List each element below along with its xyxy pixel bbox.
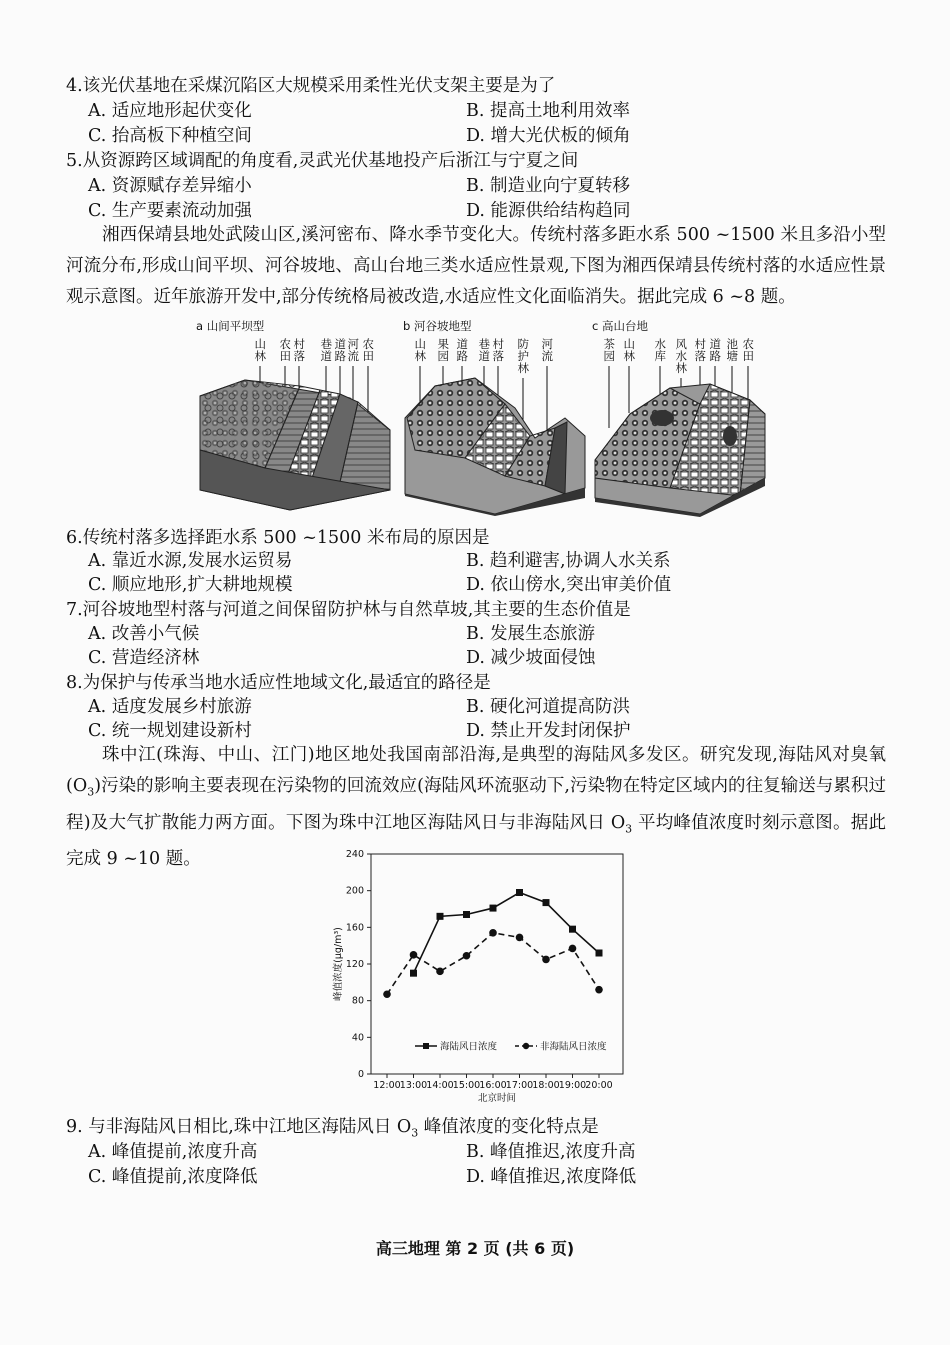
panel-c-label-2: 水 [654,337,666,351]
q9-option-c: C. 峰值提前,浓度降低 [88,1167,258,1187]
panel-c-label-3: 水 [675,349,687,363]
q7-option-b: B. 发展生态旅游 [466,624,595,644]
panel-b-label-5: 护 [517,349,529,363]
x-tick-label: 15:00 [452,1080,481,1091]
q6-option-c: C. 顺应地形,扩大耕地规模 [88,575,293,595]
q6-option-d: D. 依山傍水,突出审美价值 [466,575,672,595]
data-point-circle [595,986,603,994]
subscript-3: 3 [625,822,633,835]
legend-marker [523,1043,529,1049]
panel-c-label-3: 林 [675,361,687,375]
x-tick-label: 14:00 [426,1080,454,1091]
data-point-square [596,950,603,957]
x-tick-label: 19:00 [558,1080,587,1091]
series-line-0 [414,893,600,974]
panel-c-label-3: 风 [675,337,687,351]
y-tick-label: 80 [351,995,364,1007]
panel-a-label-4: 道 [334,337,346,351]
panel-c-label-0: 茶 [603,337,615,351]
q4-option-a: A. 适应地形起伏变化 [88,101,252,121]
panel-b-label-6: 流 [541,349,553,363]
panel-a [196,319,390,510]
page-footer: 高三地理 第 2 页 (共 6 页) [375,1239,575,1258]
q9-option-d: D. 峰值推迟,浓度降低 [466,1167,637,1187]
data-point-circle [383,990,391,998]
panel-b [403,319,585,516]
subscript-3: 3 [87,785,95,799]
panel-c-label-6: 池 [726,337,738,351]
x-tick-label: 13:00 [399,1080,428,1091]
panel-c-title: c 高山台地 [592,319,648,333]
data-point-square [516,889,523,896]
q7-option-a: A. 改善小气候 [88,624,200,644]
panel-a-label-3: 道 [320,349,332,363]
panel-a-label-0: 山 [254,337,266,351]
panel-c-label-4: 落 [694,349,706,363]
panel-a-title: a 山间平坝型 [196,319,265,333]
panel-b-label-3: 道 [478,349,490,363]
data-point-circle [410,951,418,959]
q6-option-b: B. 趋利避害,协调人水关系 [466,551,671,571]
panel-b-title: b 河谷坡地型 [403,319,472,333]
x-tick-label: 16:00 [479,1080,507,1091]
data-point-square [410,970,417,977]
panel-a-label-2: 落 [293,349,305,363]
panel-c-label-0: 园 [603,349,615,363]
y-axis-label: 峰值浓度(μg/m³) [333,927,344,1001]
data-point-circle [436,968,444,976]
ozone-line-chart [325,846,635,1106]
panel-c-label-2: 库 [654,349,666,363]
q6-option-a: A. 靠近水源,发展水运贸易 [88,551,293,571]
q5-option-b: B. 制造业向宁夏转移 [466,176,630,196]
q7-option-d: D. 减少坡面侵蚀 [466,648,596,668]
panel-a-label-6: 农 [362,337,374,351]
q6-stem: 6.传统村落多选择距水系 500 ~1500 米布局的原因是 [66,528,490,548]
panel-a-label-0: 林 [254,349,266,363]
panel-a-label-4: 路 [334,349,346,363]
panel-b-label-1: 果 [437,337,449,351]
q9-stem-part1: 9. 与非海陆风日相比,珠中江地区海陆风日 O [66,1117,412,1137]
data-point-square [569,926,576,933]
data-point-square [437,913,444,920]
y-tick-label: 240 [345,849,364,860]
y-tick-label: 40 [351,1032,364,1044]
panel-c-label-4: 村 [694,337,706,351]
y-tick-label: 0 [357,1069,364,1080]
data-point-square [543,899,550,906]
q5-stem: 5.从资源跨区域调配的角度看,灵武光伏基地投产后浙江与宁夏之间 [66,151,579,171]
q5-option-c: C. 生产要素流动加强 [88,201,252,221]
panel-c-label-6: 塘 [726,349,738,363]
chart-axes [332,849,623,1104]
q9-option-a: A. 峰值提前,浓度升高 [88,1142,258,1162]
chart-legend [415,1041,607,1053]
panel-c-label-7: 田 [742,349,754,363]
panel-b-label-0: 山 [414,337,426,351]
panel-c-label-7: 农 [742,337,754,351]
panel-c-label-1: 山 [623,337,635,351]
legend-label: 非海陆风日浓度 [540,1041,607,1053]
panel-b-label-0: 林 [414,349,426,363]
q7-stem: 7.河谷坡地型村落与河道之间保留防护林与自然草坡,其主要的生态价值是 [66,600,631,620]
passage-ozone-part1: 珠中江(珠海、中山、江门)地区地处我国南部沿海,是典型的海陆风多发区。研究发现,海陆风对臭氧(O [66,745,886,796]
legend-label: 海陆风日浓度 [440,1041,498,1053]
panel-a-label-3: 巷 [320,337,332,351]
panel-b-label-5: 林 [517,361,529,375]
q4-option-c: C. 抬高板下种植空间 [88,126,252,146]
q9-stem-part2: 峰值浓度的变化特点是 [418,1117,599,1137]
legend-marker [423,1043,429,1049]
q4-option-b: B. 提高土地利用效率 [466,101,630,121]
panel-b-label-5: 防 [517,337,529,351]
y-tick-label: 160 [345,922,364,934]
panel-b-label-6: 河 [541,337,553,351]
panel-a-label-6: 田 [362,349,374,363]
panel-c [592,319,765,517]
passage-ozone-part2: )污染的影响主要表现在污染物的回流效应(海陆风环流驱动下,污染物在特定区域内的往复输送与累积过程)及大气扩散能力两方面。下图为珠中江地区海陆风日与非海陆风日 O [66,776,886,833]
panel-b-label-2: 道 [456,337,468,351]
subscript-3: 3 [411,1126,419,1140]
q8-option-b: B. 硬化河道提高防洪 [466,697,630,717]
data-point-circle [463,952,471,960]
q5-option-d: D. 能源供给结构趋同 [466,201,631,221]
passage-ozone-part3: 平均峰值浓度时刻示意图。据此完成 9 ~10 题。 [66,812,886,869]
panel-c-label-1: 林 [623,349,635,363]
data-point-circle [516,934,524,942]
q7-option-c: C. 营造经济林 [88,648,200,668]
data-point-circle [542,956,550,964]
q8-option-a: A. 适度发展乡村旅游 [88,697,252,717]
passage-village: 湘西保靖县地处武陵山区,溪河密布、降水季节变化大。传统村落多距水系 500 ~1500 米且多沿小型河流分布,形成山间平坝、河谷坡地、高山台地三类水适应性景观,下图为湘西保靖县传统村落的水适应性景观示意图。近年旅游开发中,部分传统格局被改造,水适应性文化面临消失。据此完成 6 ~8 题。 [66,225,886,307]
q5-option-a: A. 资源赋存差异缩小 [88,176,252,196]
panel-b-label-1: 园 [437,349,449,363]
panel-a-label-2: 村 [293,337,305,351]
panel-c-label-5: 路 [709,349,721,363]
q8-stem: 8.为保护与传承当地水适应性地域文化,最适宜的路径是 [66,673,491,693]
q4-option-d: D. 增大光伏板的倾角 [466,126,631,146]
y-tick-label: 200 [345,885,364,897]
panel-a-label-1: 田 [279,349,291,363]
x-axis-label: 北京时间 [477,1093,517,1104]
q8-option-c: C. 统一规划建设新村 [88,721,252,741]
x-tick-label: 12:00 [373,1080,401,1091]
landscape-diagram [190,318,770,518]
panel-b-label-2: 路 [456,349,468,363]
q9-option-b: B. 峰值推迟,浓度升高 [466,1142,636,1162]
data-point-square [490,905,497,912]
panel-b-label-4: 村 [492,337,504,351]
chart-series [383,889,603,998]
x-tick-label: 17:00 [505,1080,534,1091]
panel-a-label-1: 农 [279,337,291,351]
panel-c-label-5: 道 [709,337,721,351]
panel-a-label-5: 流 [347,349,359,363]
x-tick-label: 20:00 [585,1080,613,1091]
y-tick-label: 120 [345,959,364,970]
panel-b-label-4: 落 [492,349,504,363]
x-tick-label: 18:00 [532,1080,560,1091]
panel-b-label-3: 巷 [478,337,490,351]
data-point-circle [489,929,497,937]
reservoir-shape [650,410,674,426]
pond-shape [723,426,737,446]
q4-stem: 4.该光伏基地在采煤沉陷区大规模采用柔性光伏支架主要是为了 [66,76,556,96]
data-point-circle [569,945,577,953]
panel-a-label-5: 河 [347,337,359,351]
data-point-square [463,911,470,918]
q8-option-d: D. 禁止开发封闭保护 [466,721,631,741]
